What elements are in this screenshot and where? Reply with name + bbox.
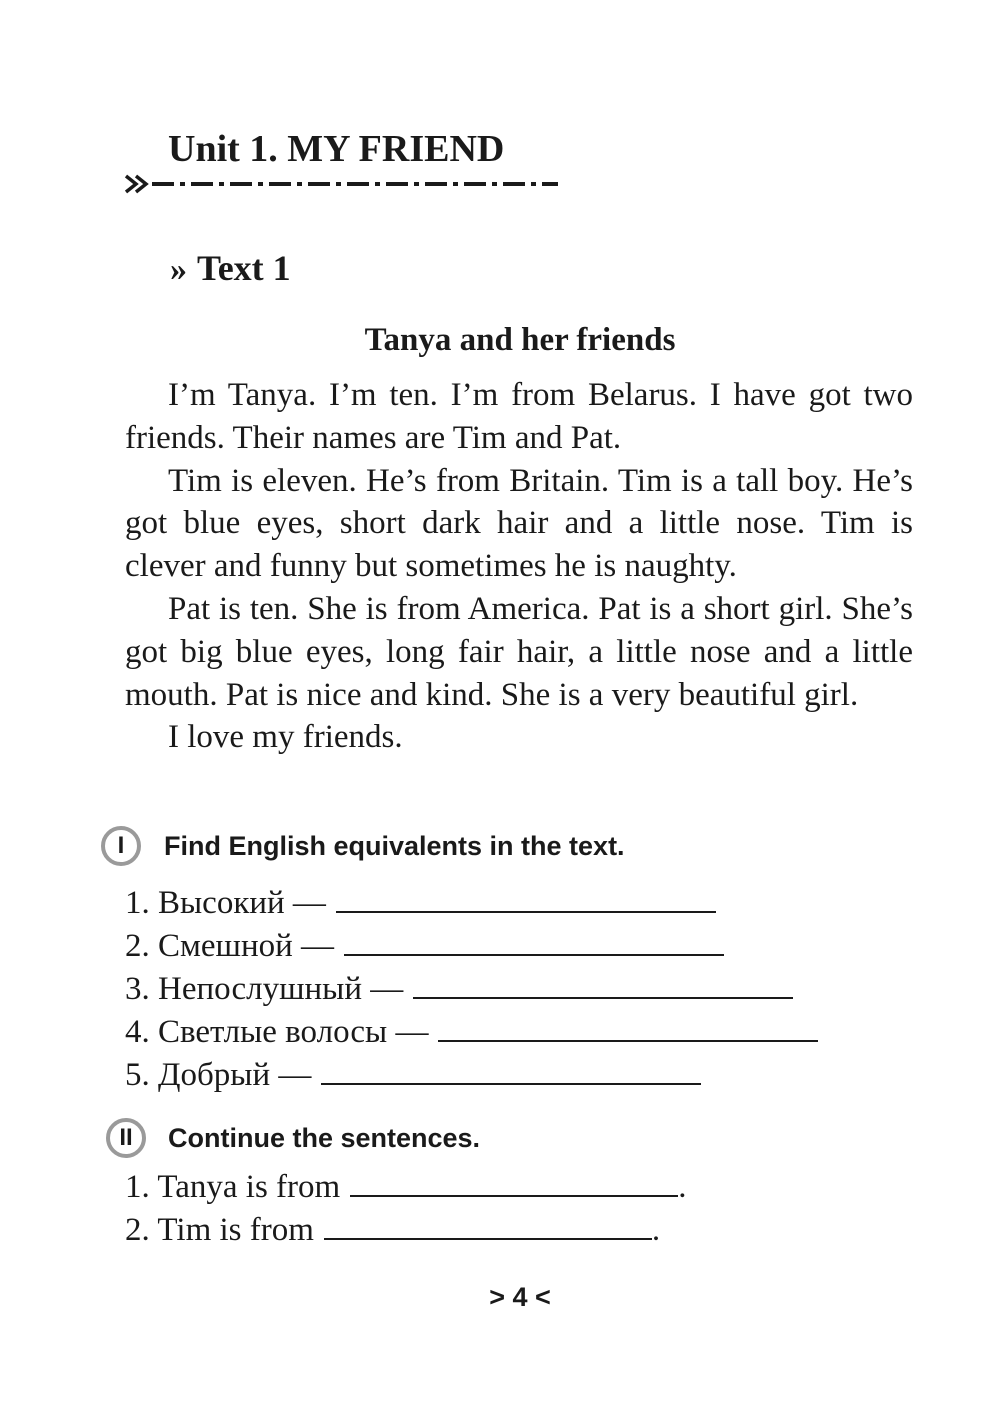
exercise-number-badge: II — [106, 1118, 146, 1158]
story-paragraph: I’m Tanya. I’m ten. I’m from Belarus. I have got two friends. Their names are Tim and Pat. — [125, 377, 913, 456]
item-prompt: 5. Добрый — — [125, 1057, 312, 1093]
item-prompt: 1. Высокий — — [125, 885, 326, 921]
exercise-item — [125, 1055, 701, 1095]
exercise-item — [125, 1012, 818, 1052]
story-paragraph: Tim is eleven. He’s from Britain. Tim is a tall boy. He’s got blue eyes, short dark hair and a little nose. Tim is clever and funny but sometimes he is naughty. — [125, 462, 913, 585]
answer-blank[interactable] — [438, 1012, 818, 1042]
answer-blank[interactable] — [336, 883, 716, 913]
story-text — [125, 374, 913, 759]
exercise-instruction: Find English equivalents in the text. — [164, 831, 625, 861]
item-prompt: 2. Смешной — — [125, 928, 335, 964]
story-paragraph: I love my friends. — [168, 719, 403, 756]
page-number: > 4 < — [489, 1282, 551, 1312]
exercise-item — [125, 1167, 686, 1207]
exercise-item — [125, 883, 716, 923]
section-title: Text 1 — [197, 248, 291, 288]
sentence-end-mark: . — [678, 1169, 687, 1205]
unit-title: Unit 1. MY FRIEND — [168, 128, 505, 170]
item-prompt: 3. Непослушный — — [125, 971, 404, 1007]
title-underline-divider — [122, 168, 562, 198]
item-prompt: 4. Светлые волосы — — [125, 1014, 429, 1050]
exercise-item — [125, 1210, 660, 1250]
item-prompt: 1. Tanya is from — [125, 1169, 341, 1205]
exercise-item — [125, 969, 793, 1009]
answer-blank[interactable] — [350, 1167, 678, 1197]
story-title: Tanya and her friends — [364, 322, 676, 358]
exercise-item — [125, 926, 724, 966]
answer-blank[interactable] — [321, 1055, 701, 1085]
exercise-number-badge: I — [101, 826, 141, 866]
answer-blank[interactable] — [413, 969, 793, 999]
answer-blank[interactable] — [324, 1210, 652, 1240]
sentence-end-mark: . — [651, 1212, 661, 1248]
exercise-instruction: Continue the sentences. — [168, 1123, 481, 1153]
answer-blank[interactable] — [344, 926, 724, 956]
section-heading — [170, 248, 291, 290]
double-chevron-icon: » — [170, 251, 187, 288]
item-prompt: 2. Tim is from — [125, 1212, 314, 1248]
story-paragraph: Pat is ten. She is from America. Pat is a short girl. She’s got big blue eyes, long fair hair, a little nose and a little mouth. Pat is nice and kind. She is a very beautiful girl. — [125, 590, 913, 713]
